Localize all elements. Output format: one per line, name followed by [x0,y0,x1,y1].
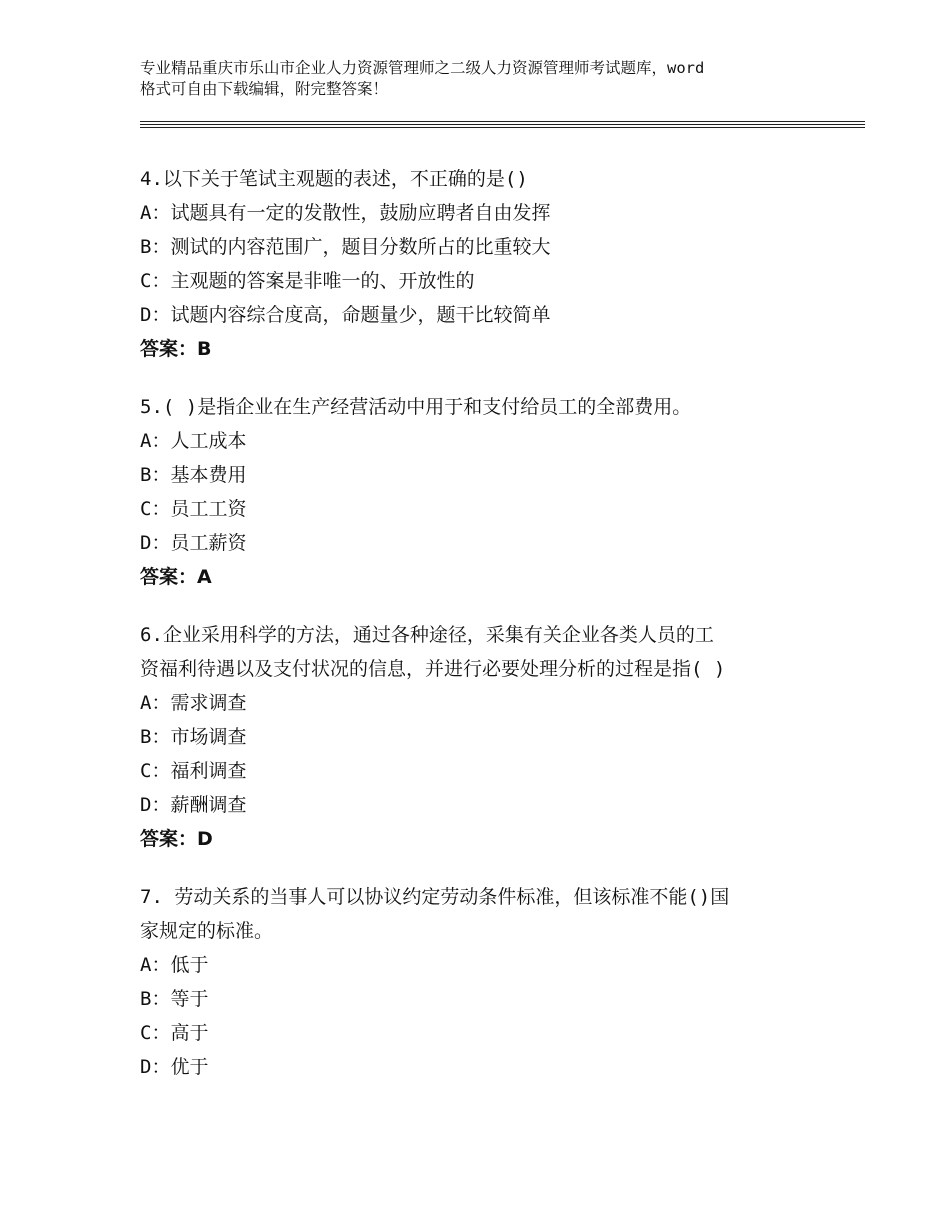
answer-option: C：主观题的答案是非唯一的、开放性的 [140,270,475,292]
question-stem: 资福利待遇以及支付状况的信息，并进行必要处理分析的过程是指( ) [140,658,726,680]
answer-option: C：福利调查 [140,760,247,782]
question-block [140,880,820,1084]
answer-option: B：测试的内容范围广，题目分数所占的比重较大 [140,236,551,258]
document-header [140,58,830,100]
answer-option: B：市场调查 [140,726,247,748]
question-block [140,618,820,856]
question-stem: 5.( )是指企业在生产经营活动中用于和支付给员工的全部费用。 [140,396,692,418]
header-line-1: 专业精品重庆市乐山市企业人力资源管理师之二级人力资源管理师考试题库，word [140,59,705,77]
answer-option: B：等于 [140,988,209,1010]
question-block [140,390,820,594]
answer-key: 答案：D [140,828,213,850]
question-stem: 家规定的标准。 [140,920,274,942]
question-stem: 6.企业采用科学的方法，通过各种途径，采集有关企业各类人员的工 [140,624,714,646]
question-list [140,162,820,1108]
answer-option: B：基本费用 [140,464,247,486]
header-rule-bottom [140,127,865,128]
answer-key: 答案：A [140,566,212,588]
answer-option: A：低于 [140,954,209,976]
answer-option: D：员工薪资 [140,532,247,554]
answer-option: D：薪酬调查 [140,794,247,816]
answer-option: A：试题具有一定的发散性，鼓励应聘者自由发挥 [140,202,551,224]
header-line-2: 格式可自由下载编辑，附完整答案！ [140,80,389,98]
header-rule-top [140,121,865,122]
answer-option: C：员工工资 [140,498,247,520]
question-stem: 7. 劳动关系的当事人可以协议约定劳动条件标准，但该标准不能()国 [140,886,730,908]
answer-option: A：人工成本 [140,430,247,452]
answer-option: D：优于 [140,1056,209,1078]
answer-option: C：高于 [140,1022,209,1044]
question-block [140,162,820,366]
header-rule-middle [140,124,865,125]
answer-option: A：需求调查 [140,692,247,714]
answer-option: D：试题内容综合度高，命题量少，题干比较简单 [140,304,551,326]
question-stem: 4.以下关于笔试主观题的表述，不正确的是() [140,168,528,190]
answer-key: 答案：B [140,338,212,360]
